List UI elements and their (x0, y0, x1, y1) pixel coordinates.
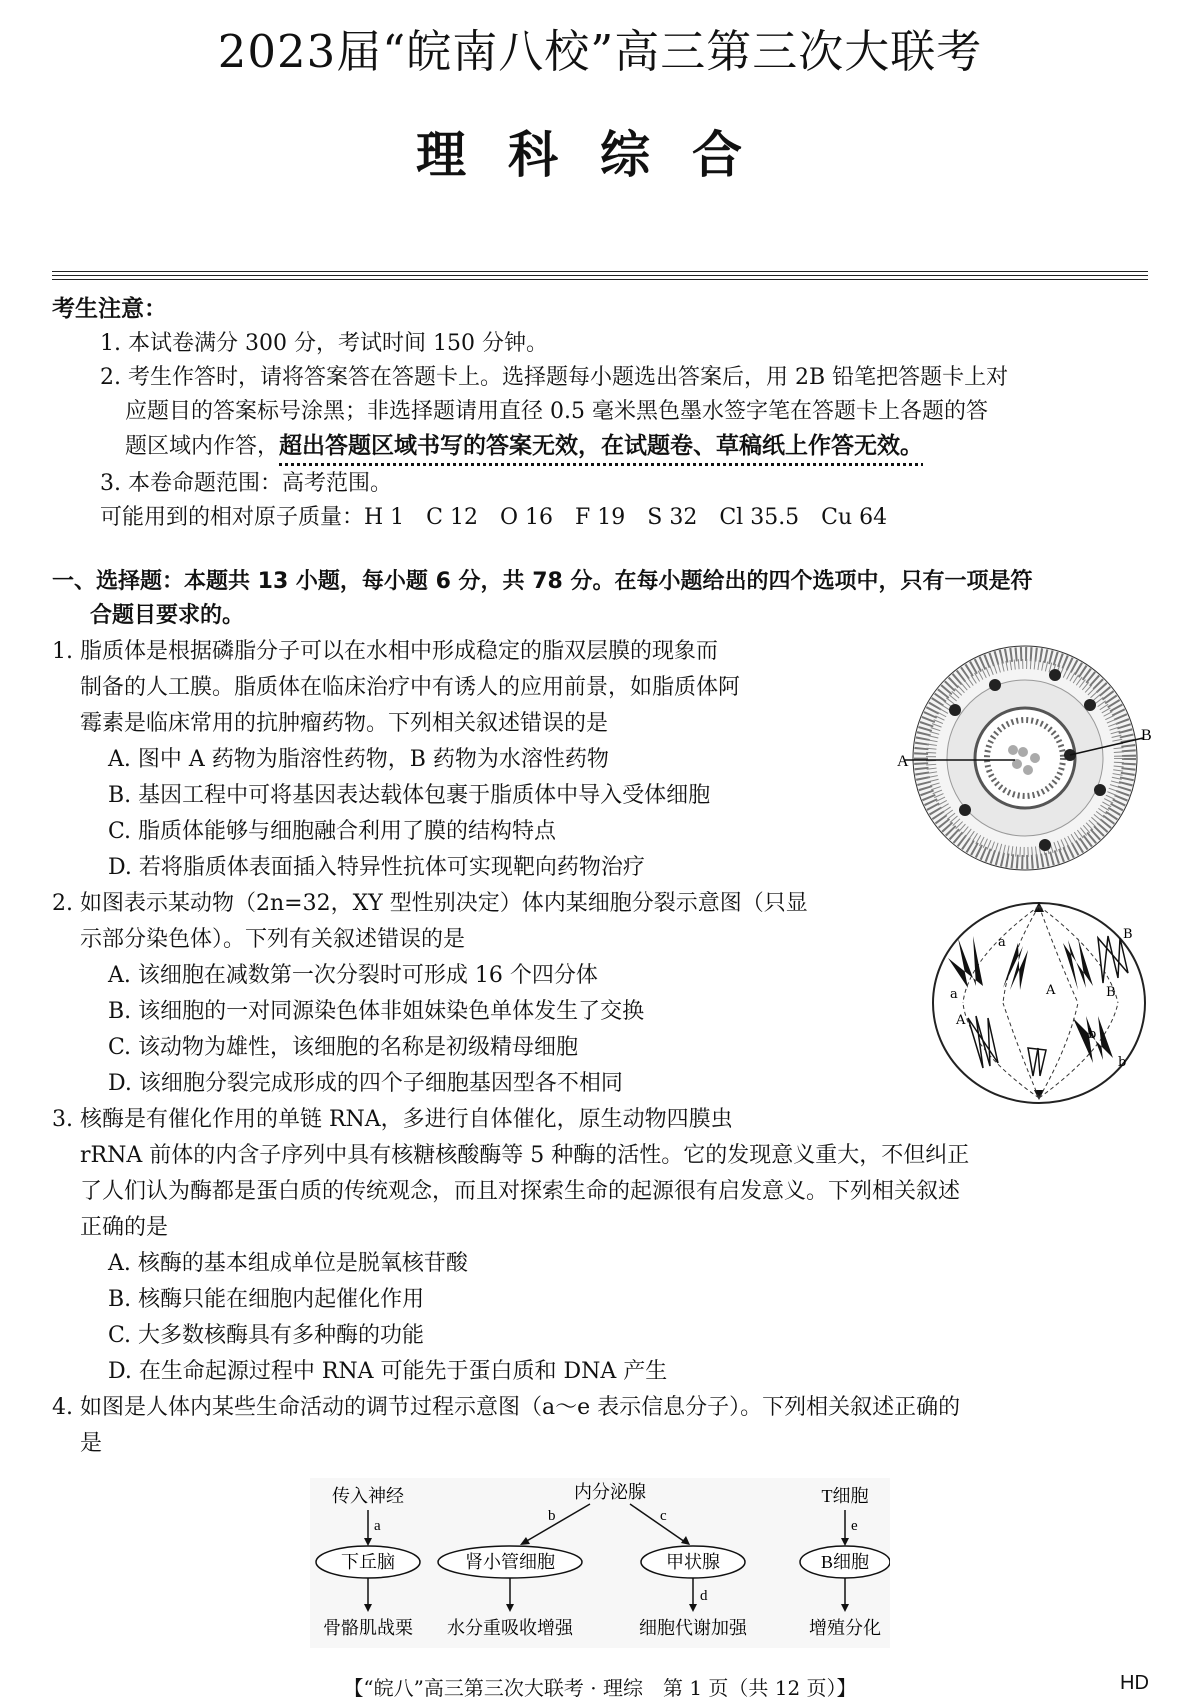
outcome-shivering: 骨骼肌战栗 (323, 1618, 413, 1638)
node-thyroid: 甲状腺 (666, 1552, 720, 1572)
node-tcell: T细胞 (821, 1486, 869, 1506)
q3-stem-4: 正确的是 (80, 1215, 169, 1240)
q4-stem-1: 4. 如图是人体内某些生命活动的调节过程示意图（a～e 表示信息分子）。下列相关叙述正确的 (52, 1395, 961, 1420)
notice-emphasis: 超出答题区域书写的答案无效，在试题卷、草稿纸上作答无效。 (279, 433, 924, 459)
divider (52, 279, 1148, 280)
cell-division-figure (928, 898, 1150, 1108)
q3-stem-3: 了人们认为酶都是蛋白质的传统观念，而且对探索生命的起源很有启发意义。下列相关叙述 (80, 1179, 961, 1204)
q2-stem-2: 示部分染色体）。下列有关叙述错误的是 (80, 927, 466, 952)
notice-item-2-line-3 (125, 428, 923, 465)
q3-option-c: C. 大多数核酶具有多种酶的功能 (108, 1323, 425, 1348)
outcome-metabolism: 细胞代谢加强 (639, 1618, 747, 1638)
liposome-figure (895, 640, 1155, 880)
footer-code: HD (1120, 1672, 1149, 1694)
allele-B-1: B (1123, 927, 1133, 942)
label-e: e (851, 1518, 858, 1534)
allele-b-1: b (1088, 1027, 1097, 1042)
q3-option-d: D. 在生命起源过程中 RNA 可能先于蛋白质和 DNA 产生 (108, 1359, 668, 1384)
label-a: a (374, 1518, 381, 1534)
q1-stem-1: 1. 脂质体是根据磷脂分子可以在水相中形成稳定的脂双层膜的现象而 (52, 639, 718, 664)
q4-stem-2: 是 (80, 1431, 103, 1456)
allele-A-1: A (1046, 983, 1056, 998)
notice-item-3: 3. 本卷命题范围：高考范围。 (100, 471, 392, 496)
outcome-differentiation: 增殖分化 (809, 1618, 881, 1638)
regulation-diagram (310, 1478, 890, 1648)
divider (52, 271, 1148, 272)
notice-item-2-text: 题区域内作答， (125, 434, 280, 459)
label-b: b (548, 1508, 556, 1524)
q1-option-b: B. 基因工程中可将基因表达载体包裹于脂质体中导入受体细胞 (108, 783, 711, 808)
atomic-mass: 可能用到的相对原子质量：H 1 C 12 O 16 F 19 S 32 Cl 35.5 Cu 64 (100, 505, 888, 530)
label-d: d (700, 1588, 708, 1604)
q1-stem-3: 霉素是临床常用的抗肿瘤药物。下列相关叙述错误的是 (80, 711, 609, 736)
q3-stem-1: 3. 核酶是有催化作用的单链 RNA，多进行自体催化，原生动物四膜虫 (52, 1107, 733, 1132)
allele-B-2: B (1106, 985, 1116, 1000)
section-heading-cont: 合题目要求的。 (90, 603, 245, 628)
q3-option-b: B. 核酶只能在细胞内起催化作用 (108, 1287, 425, 1312)
exam-subject: 理科综合 (416, 126, 784, 184)
q2-option-c: C. 该动物为雄性，该细胞的名称是初级精母细胞 (108, 1035, 579, 1060)
allele-b-2: b (1118, 1055, 1127, 1070)
notice-item-2-line-1: 2. 考生作答时，请将答案答在答题卡上。选择题每小题选出答案后，用 2B 铅笔把答题卡上对 (100, 365, 1009, 390)
q2-option-b: B. 该细胞的一对同源染色体非姐妹染色单体发生了交换 (108, 999, 645, 1024)
q3-option-a: A. 核酶的基本组成单位是脱氧核苷酸 (108, 1251, 468, 1276)
q2-option-a: A. 该细胞在减数第一次分裂时可形成 16 个四分体 (108, 963, 598, 988)
q2-stem-1: 2. 如图表示某动物（2n=32，XY 型性别决定）体内某细胞分裂示意图（只显 (52, 891, 808, 916)
outcome-reabsorption: 水分重吸收增强 (447, 1618, 573, 1638)
fig-label-b: B (1141, 727, 1152, 744)
allele-a-1: a (950, 987, 958, 1002)
page-footer: 【“皖八”高三第三次大联考 · 理综 第 1 页（共 12 页）】 (343, 1676, 857, 1700)
node-afferent: 传入神经 (332, 1486, 404, 1506)
q3-stem-2: rRNA 前体的内含子序列中具有核糖核酸酶等 5 种酶的活性。它的发现意义重大，不但纠正 (80, 1143, 970, 1168)
exam-title: 2023届“皖南八校”高三第三次大联考 (217, 25, 983, 78)
node-bcell: B细胞 (820, 1552, 870, 1572)
q2-option-d: D. 该细胞分裂完成形成的四个子细胞基因型各不相同 (108, 1071, 623, 1096)
label-c: c (660, 1508, 667, 1524)
q1-stem-2: 制备的人工膜。脂质体在临床治疗中有诱人的应用前景，如脂质体阿 (80, 675, 741, 700)
q1-option-d: D. 若将脂质体表面插入特异性抗体可实现靶向药物治疗 (108, 855, 645, 880)
node-hypothalamus: 下丘脑 (341, 1552, 395, 1572)
q1-option-c: C. 脂质体能够与细胞融合利用了膜的结构特点 (108, 819, 557, 844)
node-endocrine: 内分泌腺 (574, 1482, 646, 1502)
fig-label-a: A (897, 753, 909, 770)
node-tubule: 肾小管细胞 (465, 1552, 555, 1572)
allele-A-2: A (956, 1013, 966, 1028)
notice-item-1: 1. 本试卷满分 300 分，考试时间 150 分钟。 (100, 331, 548, 356)
q1-option-a: A. 图中 A 药物为脂溶性药物，B 药物为水溶性药物 (108, 747, 609, 772)
notice-item-2-line-2: 应题目的答案标号涂黑；非选择题请用直径 0.5 毫米黑色墨水签字笔在答题卡上各题的答 (125, 399, 988, 424)
allele-a-2: a (998, 935, 1006, 950)
notice-heading: 考生注意： (52, 296, 167, 322)
divider (52, 275, 1148, 276)
section-heading: 一、选择题：本题共 13 小题，每小题 6 分，共 78 分。在每小题给出的四个选项中，只有一项是符 (52, 569, 1033, 594)
